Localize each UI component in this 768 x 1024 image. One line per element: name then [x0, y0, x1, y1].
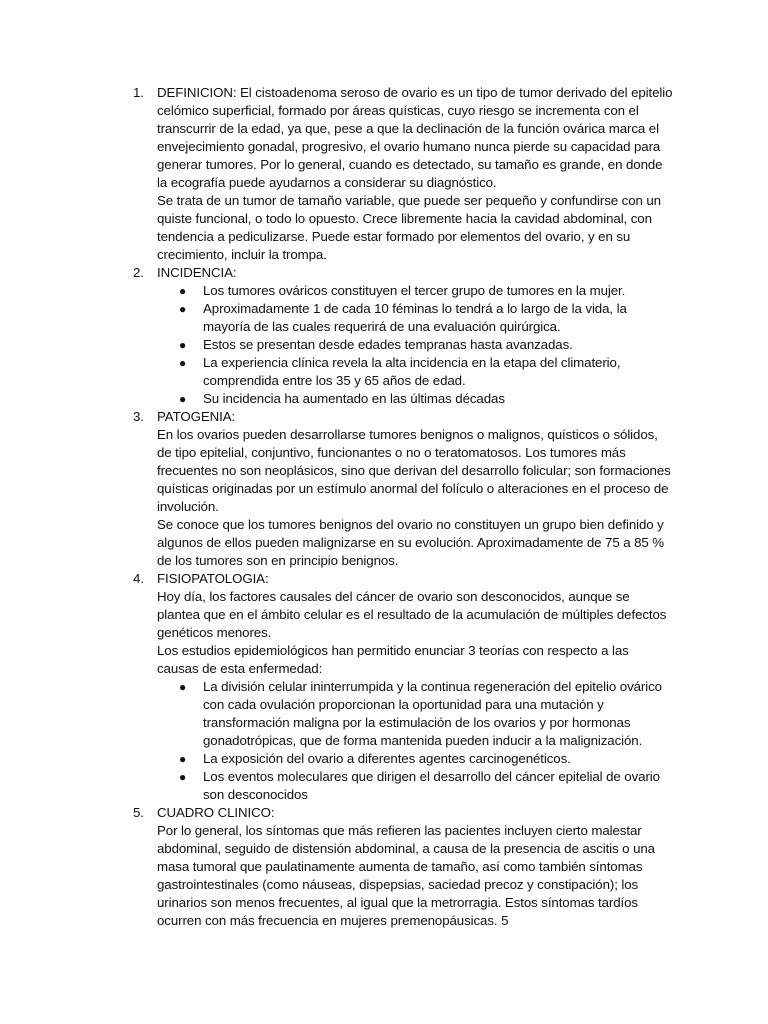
section-heading: INCIDENCIA:: [157, 265, 237, 280]
bullet-icon: ●: [179, 752, 187, 766]
section-cuadro-clinico: [133, 804, 673, 930]
section-paragraph: En los ovarios pueden desarrollarse tumores benignos o malignos, quísticos o sólidos, de tipo epitelial, conjuntivo, funcionantes o no o teratomatosos. Los tumores más frecuentes no son neoplásicos, sino que derivan del desarrollo folicular; son formaciones quísticas originadas por un estímulo anormal del folículo o alteraciones en el proceso de involución.: [157, 427, 671, 514]
section-number: 2.: [133, 265, 144, 280]
section-heading: DEFINICION:: [157, 85, 237, 100]
section-definicion: [133, 84, 673, 264]
section-paragraph: Se conoce que los tumores benignos del ovario no constituyen un grupo bien definido y algunos de ellos pueden malignizarse en su evolución. Aproximadamente de 75 a 85 % de los tumores son en principio benignos.: [157, 517, 665, 568]
section-incidencia: [133, 264, 673, 408]
bullet-icon: ●: [179, 770, 187, 784]
section-heading: CUADRO CLINICO:: [157, 805, 275, 820]
bullet-icon: ●: [179, 356, 187, 370]
list-item: ● Estos se presentan desde edades tempranas hasta avanzadas.: [179, 337, 573, 352]
bullet-icon: ●: [179, 302, 187, 316]
section-heading: FISIOPATOLOGIA:: [157, 571, 269, 586]
section-number: 5.: [133, 805, 144, 820]
section-fisiopatologia: [133, 570, 673, 804]
list-item: ● Aproximadamente 1 de cada 10 féminas lo tendrá a lo largo de la vida, la mayoría de las cuales requerirá de una evaluación quirúrgica.: [179, 301, 627, 334]
section-paragraph: [157, 84, 673, 192]
section-paragraph: Se trata de un tumor de tamaño variable, que puede ser pequeño y confundirse con un quiste funcional, o todo lo opuesto. Crece libremente hacia la cavidad abdominal, con tendencia a pediculizarse. Puede estar formado por elementos del ovario, y en su crecimiento, incluir la trompa.: [157, 193, 661, 262]
bullet-list: [157, 282, 673, 408]
list-item: ● La exposición del ovario a diferentes agentes carcinogenéticos.: [179, 751, 571, 766]
bullet-icon: ●: [179, 284, 187, 298]
paragraph-text: El cistoadenoma seroso de ovario es un tipo de tumor derivado del epitelio celómico superficial, formado por áreas quísticas, cuyo riesgo se incrementa con el transcurrir de la edad, ya que, pese a que la declinación de la función ovárica marca el envejecimiento gonadal, progresivo, el ovario humano nunca pierde su capacidad para generar tumores. Por lo general, cuando es detectado, su tamaño es grande, en donde la ecografía puede ayudarnos a considerar su diagnóstico.: [157, 85, 673, 190]
bullet-icon: ●: [179, 338, 187, 352]
section-paragraph: Hoy día, los factores causales del cáncer de ovario son desconocidos, aunque se plantea que en el ámbito celular es el resultado de la acumulación de múltiples defectos genéticos menores.: [157, 589, 667, 640]
section-number: 3.: [133, 409, 144, 424]
bullet-list: [157, 678, 673, 804]
bullet-icon: ●: [179, 392, 187, 406]
section-heading: PATOGENIA:: [157, 409, 236, 424]
list-item: ● La división celular ininterrumpida y la continua regeneración del epitelio ovárico con cada ovulación proporcionan la oportunidad para una mutación y transformación maligna por la estimulación de los ovarios y por hormonas gonadotrópicas, que de forma mantenida pueden inducir a la malignización.: [179, 679, 662, 748]
list-item: ● La experiencia clínica revela la alta incidencia en la etapa del climaterio, comprendida entre los 35 y 65 años de edad.: [179, 355, 621, 388]
list-item: ● Los eventos moleculares que dirigen el desarrollo del cáncer epitelial de ovario son desconocidos: [179, 769, 660, 802]
section-number: 1.: [133, 85, 144, 100]
section-number: 4.: [133, 571, 144, 586]
list-item: ● Su incidencia ha aumentado en las últimas décadas: [179, 391, 505, 406]
section-paragraph: Los estudios epidemiológicos han permitido enunciar 3 teorías con respecto a las causas de esta enfermedad:: [157, 643, 629, 676]
section-patogenia: [133, 408, 673, 570]
bullet-icon: ●: [179, 680, 187, 694]
document-body: [133, 84, 673, 930]
section-paragraph: Por lo general, los síntomas que más refieren las pacientes incluyen cierto malestar abdominal, seguido de distensión abdominal, a causa de la presencia de ascitis o una masa tumoral que paulatinamente aumenta de tamaño, así como también síntomas gastrointestinales (como náuseas, dispepsias, saciedad precoz y constipación); los urinarios son menos frecuentes, al igual que la metrorragia. Estos síntomas tardíos ocurren con más frecuencia en mujeres premenopáusicas. 5: [157, 823, 655, 928]
list-item: ● Los tumores ováricos constituyen el tercer grupo de tumores en la mujer.: [179, 283, 626, 298]
